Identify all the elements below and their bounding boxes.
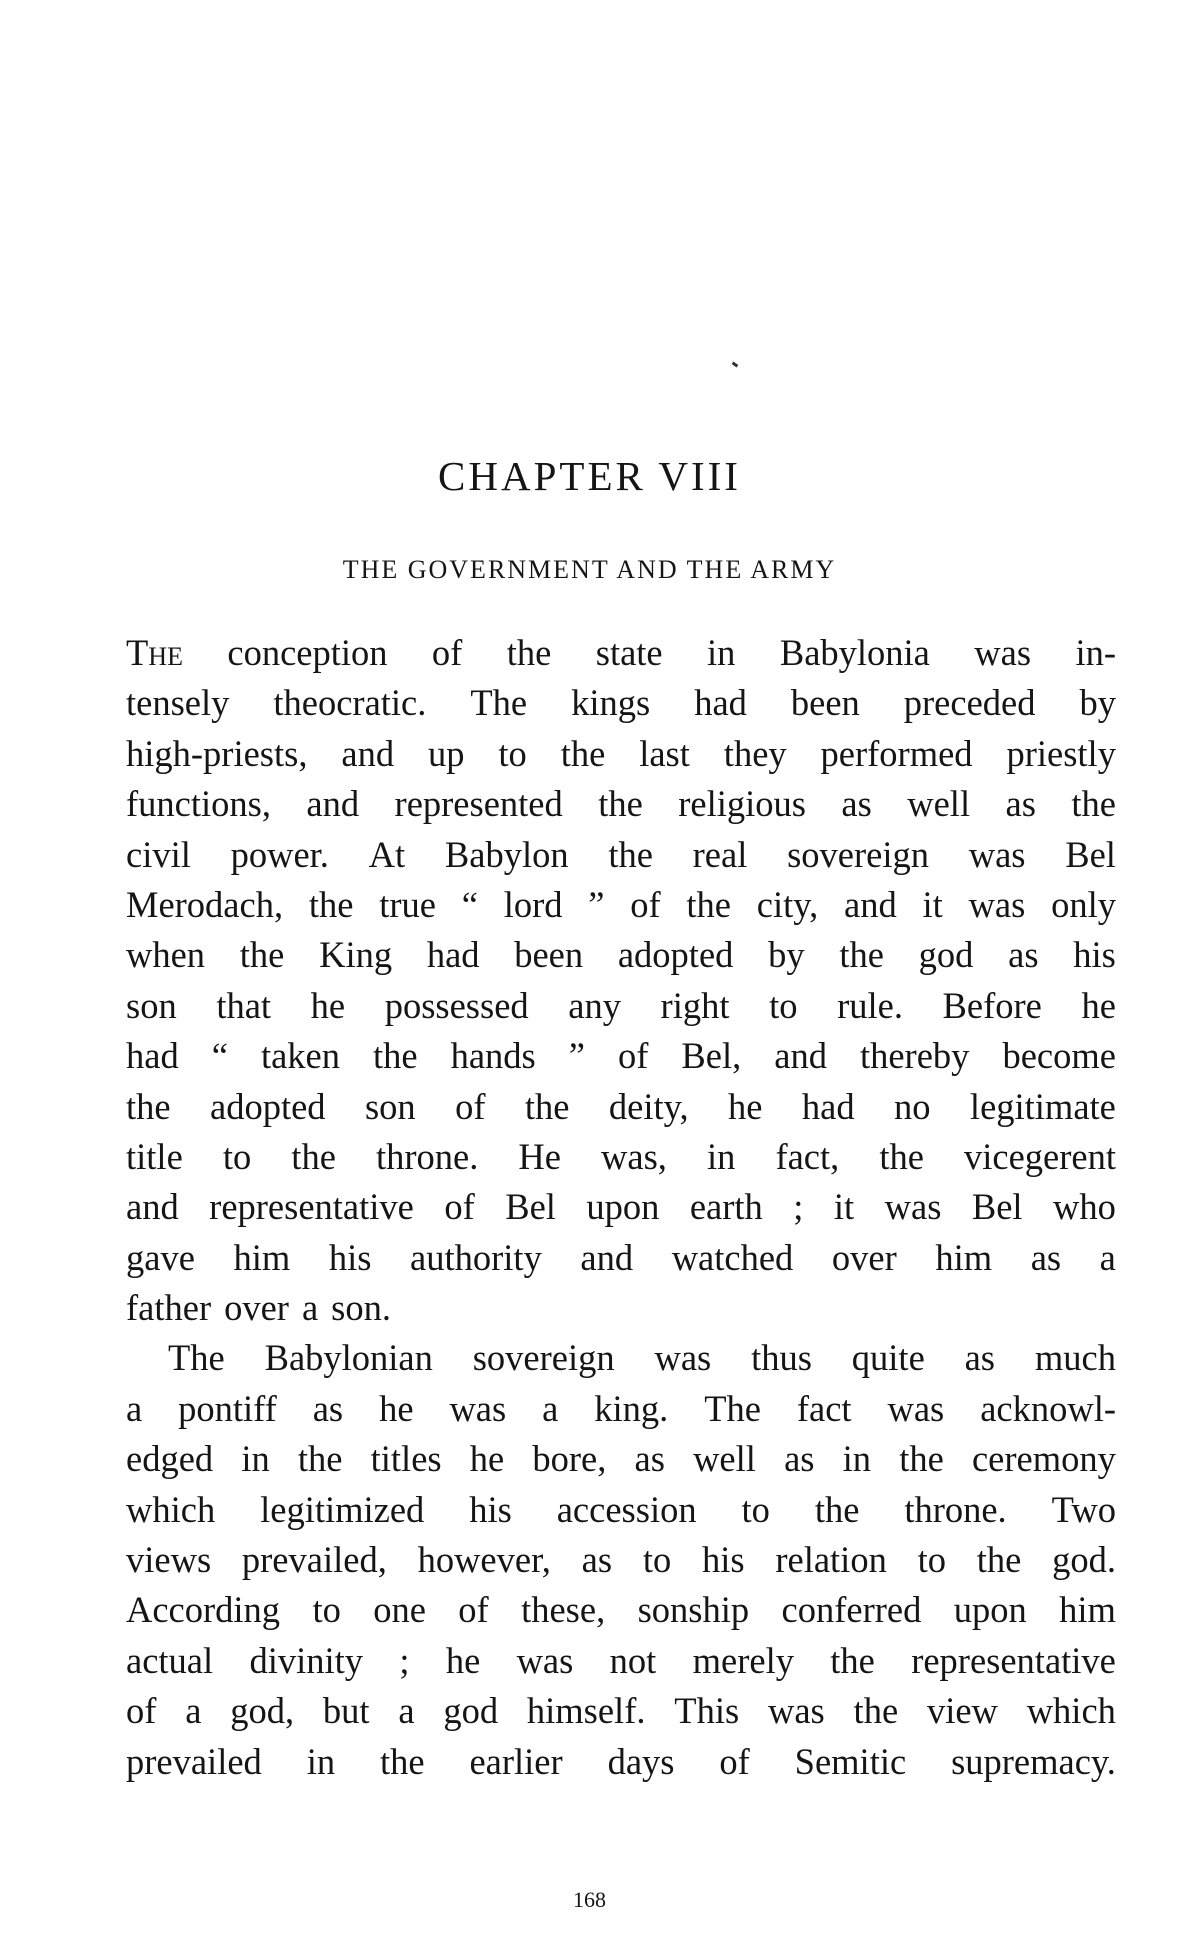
word: he (379, 1387, 414, 1429)
text-line (126, 1233, 1116, 1283)
word: the (899, 1438, 944, 1480)
text-line (126, 1182, 1116, 1232)
word: over (224, 1287, 289, 1329)
ink-speck (732, 362, 739, 368)
word: was (968, 883, 1026, 925)
word: ceremony (971, 1438, 1116, 1480)
word: god, (230, 1690, 295, 1732)
word: who (1053, 1186, 1116, 1228)
word: gave (126, 1236, 195, 1278)
word: and (580, 1236, 634, 1278)
word: ” (588, 883, 605, 925)
word: which (1026, 1690, 1116, 1732)
word: and (774, 1035, 827, 1077)
word: last (639, 732, 690, 774)
word: ; (399, 1639, 410, 1681)
word: he (469, 1438, 505, 1480)
word: taken (260, 1035, 340, 1077)
word: real (692, 833, 748, 875)
word: of (630, 883, 661, 925)
word: Babylonian (264, 1337, 433, 1379)
word: upon (586, 1186, 660, 1228)
paragraph (126, 628, 1116, 1333)
word: accession (556, 1488, 697, 1530)
word: earth (689, 1186, 763, 1228)
word: kings (571, 682, 651, 724)
word: as (1005, 783, 1036, 825)
word: over (831, 1236, 897, 1278)
word: quite (851, 1337, 925, 1379)
word: his (1073, 934, 1116, 976)
word: sovereign (787, 833, 929, 875)
text-line (126, 1283, 1116, 1333)
word: him (1059, 1589, 1116, 1631)
text-line (126, 1636, 1116, 1686)
word: any (568, 984, 621, 1026)
word: was (884, 1186, 942, 1228)
word: as (581, 1539, 613, 1581)
word: was (654, 1337, 712, 1379)
word: however, (417, 1539, 551, 1581)
word: hands (450, 1035, 536, 1077)
word: the (1071, 783, 1116, 825)
word: god. (1052, 1539, 1116, 1581)
word: to (312, 1589, 341, 1631)
word: the (976, 1539, 1022, 1581)
word: as (312, 1387, 344, 1429)
word: in (842, 1438, 872, 1480)
word: conferred (781, 1589, 922, 1631)
word: the (560, 732, 606, 774)
word: of (719, 1740, 750, 1782)
word: of (618, 1035, 649, 1077)
word: theocratic. (273, 682, 427, 724)
text-line (126, 628, 1116, 678)
word: upon (953, 1589, 1027, 1631)
word: performed (820, 732, 973, 774)
word: and (306, 783, 360, 825)
word: and (844, 883, 897, 925)
word: son. (331, 1287, 392, 1329)
word: as (784, 1438, 815, 1480)
text-line (126, 779, 1116, 829)
word: actual (126, 1639, 214, 1681)
word: the (373, 1035, 418, 1077)
word: conception (227, 632, 388, 673)
word: as (1008, 934, 1039, 976)
word: lord (503, 883, 563, 925)
text-line (126, 880, 1116, 930)
word: well (693, 1438, 756, 1480)
word: bore, (532, 1438, 607, 1480)
text-line (126, 1132, 1116, 1182)
word: true (379, 883, 436, 925)
word: which (126, 1488, 216, 1530)
word: legitimized (260, 1488, 425, 1530)
word: god (443, 1690, 499, 1732)
word: was (968, 833, 1026, 875)
word: these, (521, 1589, 606, 1631)
word: The (126, 632, 183, 673)
text-line (126, 1031, 1116, 1081)
word: He (518, 1135, 561, 1177)
word: Bel (505, 1186, 556, 1228)
word: thereby (859, 1035, 970, 1077)
word: deity, (608, 1085, 689, 1127)
paragraph (126, 1333, 1116, 1787)
word: the (686, 883, 731, 925)
word: views (126, 1539, 212, 1581)
text-line (126, 1082, 1116, 1132)
text-line (126, 830, 1116, 880)
word: throne. (375, 1135, 479, 1177)
text-line (126, 1485, 1116, 1535)
word: Bel (1065, 833, 1116, 875)
word: much (1034, 1337, 1116, 1379)
word: had (801, 1085, 855, 1127)
word: legitimate (969, 1085, 1116, 1127)
word: the (297, 1438, 343, 1480)
word: At (368, 833, 406, 875)
word: and (126, 1186, 179, 1228)
word: as (1030, 1236, 1062, 1278)
word: the (379, 1740, 425, 1782)
word: represented (394, 783, 563, 825)
text-line (126, 1535, 1116, 1585)
word: son (364, 1085, 416, 1127)
word: edged (126, 1438, 214, 1480)
word: state (595, 632, 663, 673)
word: sovereign (472, 1337, 615, 1379)
word: supremacy. (951, 1740, 1116, 1782)
word: in (706, 1135, 736, 1177)
word: rule. (837, 984, 903, 1026)
word: adopted (210, 1085, 326, 1127)
word: to (769, 984, 798, 1026)
word: prevailed (126, 1740, 262, 1782)
word: not (609, 1639, 657, 1681)
word: by (768, 934, 805, 976)
word: the (524, 1085, 570, 1127)
word: the (853, 1690, 899, 1732)
word: he (445, 1639, 481, 1681)
word: a (185, 1690, 202, 1732)
word: him (233, 1236, 291, 1278)
word: religious (678, 783, 806, 825)
word: in- (1075, 632, 1116, 673)
word: the (291, 1135, 336, 1177)
word: when (126, 934, 206, 976)
word: a (398, 1690, 415, 1732)
word: was (767, 1690, 825, 1732)
word: functions, (126, 783, 271, 825)
word: but (322, 1690, 370, 1732)
word: Bel, (681, 1035, 742, 1077)
text-line (126, 981, 1116, 1031)
word: to (498, 732, 527, 774)
word: was, (601, 1135, 667, 1177)
word: priestly (1006, 732, 1116, 774)
word: of (126, 1690, 157, 1732)
word: been (790, 682, 860, 724)
text-line (126, 1737, 1116, 1787)
text-line (126, 1585, 1116, 1635)
word: “ (461, 883, 478, 925)
word: power. (230, 833, 329, 875)
word: a (126, 1387, 143, 1429)
word: that (216, 984, 272, 1026)
word: fact, (775, 1135, 840, 1177)
word: Merodach, (126, 883, 284, 925)
word: representative (911, 1639, 1116, 1681)
word: Bel (971, 1186, 1023, 1228)
word: high-priests, (126, 732, 308, 774)
word: himself. (526, 1690, 646, 1732)
word: to (642, 1539, 672, 1581)
word: was (974, 632, 1032, 673)
word: representative (209, 1186, 414, 1228)
word: the (814, 1488, 860, 1530)
word: King (319, 934, 393, 976)
word: and (341, 732, 395, 774)
chapter-title: CHAPTER VIII (438, 453, 741, 499)
text-line (126, 1686, 1116, 1736)
word: of (444, 1186, 475, 1228)
word: the (598, 783, 643, 825)
word: as (634, 1438, 665, 1480)
word: the (239, 934, 285, 976)
word: This (674, 1690, 740, 1732)
word: right (660, 984, 730, 1026)
word: The (470, 682, 528, 724)
word: divinity (249, 1639, 364, 1681)
word: Before (942, 984, 1042, 1026)
word: titles (370, 1438, 442, 1480)
word: throne. (904, 1488, 1007, 1530)
body-text (126, 628, 1116, 1787)
text-line (126, 1434, 1116, 1484)
word: thus (751, 1337, 812, 1379)
word: his (328, 1236, 372, 1278)
word: been (514, 934, 584, 976)
word: the (879, 1135, 924, 1177)
word: city, (756, 883, 819, 925)
word: adopted (617, 934, 734, 976)
word: to (741, 1488, 770, 1530)
word: it (833, 1186, 855, 1228)
word: watched (671, 1236, 794, 1278)
word: was (516, 1639, 574, 1681)
word: a (1099, 1236, 1116, 1278)
text-line (126, 678, 1116, 728)
word: Semitic (794, 1740, 907, 1782)
word: sonship (637, 1589, 750, 1631)
word: they (723, 732, 787, 774)
word: no (894, 1085, 931, 1127)
word: days (607, 1740, 675, 1782)
word: to (917, 1539, 946, 1581)
word: prevailed, (241, 1539, 387, 1581)
word: vicegerent (963, 1135, 1116, 1177)
word: the (506, 632, 552, 673)
word: his (469, 1488, 512, 1530)
word: The (704, 1387, 761, 1429)
word: earlier (469, 1740, 563, 1782)
word: king. (594, 1387, 669, 1429)
word: he (1081, 984, 1116, 1026)
word: preceded (903, 682, 1036, 724)
word: only (1051, 883, 1116, 925)
word: son (126, 984, 177, 1026)
text-line (126, 1333, 1116, 1383)
word: authority (410, 1236, 542, 1278)
word: of (458, 1589, 489, 1631)
word: had (126, 1035, 179, 1077)
word: his (701, 1539, 745, 1581)
page-number: 168 (573, 1887, 606, 1912)
word: a (542, 1387, 559, 1429)
word: he (728, 1085, 763, 1127)
word: to (222, 1135, 252, 1177)
word: as (964, 1337, 996, 1379)
word: the (126, 1085, 171, 1127)
word: the (308, 883, 354, 925)
word: ; (793, 1186, 804, 1228)
word: the (830, 1639, 875, 1681)
word: view (926, 1690, 998, 1732)
word: the (839, 934, 884, 976)
word: pontiff (178, 1387, 277, 1429)
word: in (707, 632, 736, 673)
word: become (1002, 1035, 1116, 1077)
word: The (168, 1337, 225, 1379)
word: up (427, 732, 465, 774)
word: tensely (126, 682, 230, 724)
word: relation (775, 1539, 887, 1581)
word: well (907, 783, 971, 825)
text-line (126, 930, 1116, 980)
word: had (694, 682, 747, 724)
word: as (841, 783, 872, 825)
word: of (431, 632, 463, 673)
word: in (306, 1740, 336, 1782)
word: possessed (384, 984, 529, 1026)
chapter-subtitle: THE GOVERNMENT AND THE ARMY (342, 555, 837, 584)
word: of (455, 1085, 486, 1127)
word: title (126, 1135, 183, 1177)
word: he (310, 984, 346, 1026)
word: “ (211, 1035, 228, 1077)
word: a (301, 1287, 319, 1329)
word: him (935, 1236, 993, 1278)
word: acknowl- (980, 1387, 1116, 1429)
word: had (426, 934, 480, 976)
word: merely (692, 1639, 794, 1681)
word: by (1079, 682, 1116, 724)
word: in (241, 1438, 270, 1480)
text-line (126, 1384, 1116, 1434)
word: civil (126, 833, 191, 875)
word: ” (568, 1035, 585, 1077)
word: fact (796, 1387, 852, 1429)
word: was (887, 1387, 945, 1429)
word: it (922, 883, 943, 925)
word: Babylonia (779, 632, 930, 673)
word: According (126, 1589, 281, 1631)
text-line (126, 729, 1116, 779)
word: Two (1051, 1488, 1116, 1530)
word: the (608, 833, 653, 875)
word: Babylon (444, 833, 569, 875)
word: one (373, 1589, 426, 1631)
word: father (126, 1287, 212, 1329)
word: was (449, 1387, 507, 1429)
word: god (918, 934, 974, 976)
